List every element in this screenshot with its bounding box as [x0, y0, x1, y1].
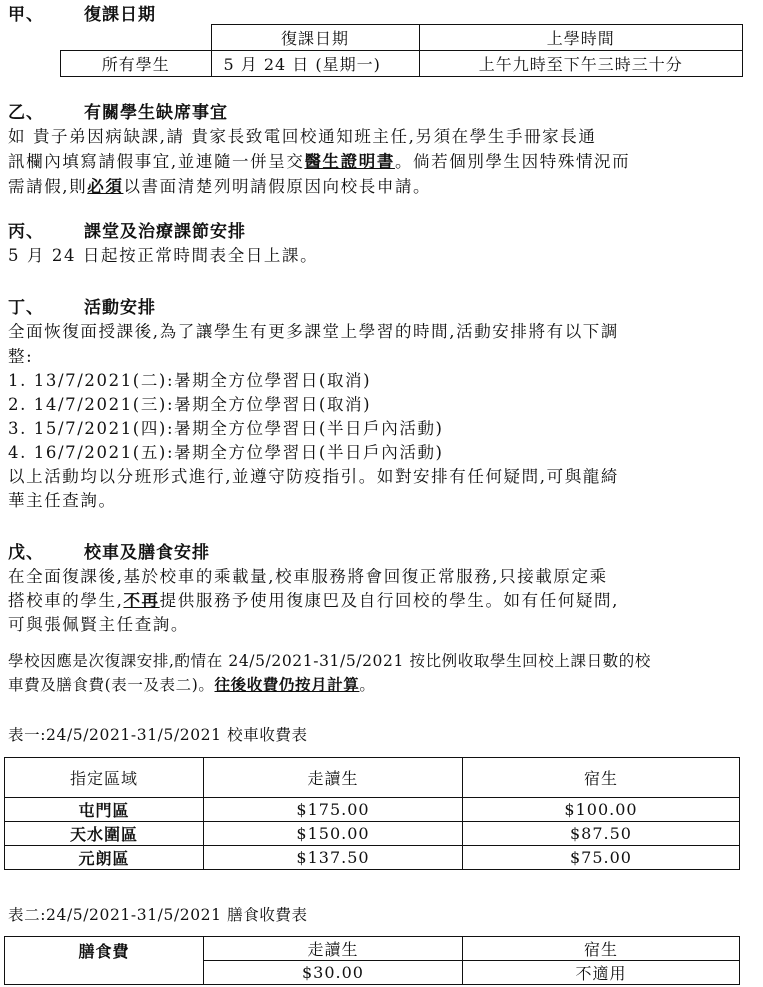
section-b-line-2a: 訊欄內填寫請假事宜,並連隨一併呈交 — [8, 152, 305, 171]
section-c-line-1: 5 月 24 日起按正常時間表全日上課。 — [8, 246, 319, 265]
table-2-caption: 表二:24/5/2021-31/5/2021 膳食收費表 — [8, 906, 308, 924]
table-2-header: 走讀生 — [204, 937, 463, 961]
table-1-caption: 表一:24/5/2021-31/5/2021 校車收費表 — [8, 726, 308, 744]
must-emphasis: 必須 — [87, 177, 124, 196]
table-1-district: 屯門區 — [5, 798, 204, 822]
section-b-line-3c: 以書面清楚列明請假原因向校長申請。 — [123, 177, 432, 196]
activity-item: 4. 16/7/2021(五):暑期全方位學習日(半日戶內活動) — [8, 443, 444, 462]
table-2-cell: 不適用 — [463, 961, 740, 985]
section-d-line-3: 以上活動均以分班形式進行,並遵守防疫指引。如對安排有任何疑問,可與龍綺 — [8, 467, 619, 486]
activity-item: 3. 15/7/2021(四):暑期全方位學習日(半日戶內活動) — [8, 419, 444, 438]
fee-paragraph-line-2 — [8, 673, 376, 695]
section-e-line-3: 可與張佩賢主任查詢。 — [8, 615, 189, 634]
table-2-cell: $30.00 — [204, 961, 463, 985]
table-2-header: 宿生 — [463, 937, 740, 961]
section-d-mark: 丁、 — [8, 298, 44, 318]
meal-fee-table — [4, 936, 740, 985]
section-a-heading — [8, 0, 156, 25]
table-1-cell: $75.00 — [463, 846, 740, 870]
table-1-cell: $150.00 — [204, 822, 463, 846]
fee-paragraph-line-2c: 。 — [359, 676, 376, 694]
table-1-header: 走讀生 — [204, 758, 463, 798]
fee-paragraph-line-1: 學校因應是次復課安排,酌情在 24/5/2021-31/5/2021 按比例收取學生回校上課日數的校 — [8, 652, 651, 670]
resumption-header-empty — [61, 25, 212, 51]
section-e-line-2c: 提供服務予使用復康巴及自行回校的學生。如有任何疑問, — [159, 591, 620, 610]
section-b-title: 有關學生缺席事宜 — [84, 103, 228, 123]
table-2-header: 膳食費 — [5, 937, 204, 985]
table-1-cell: $87.50 — [463, 822, 740, 846]
section-b-line-2 — [8, 148, 630, 172]
table-1-cell: $175.00 — [204, 798, 463, 822]
section-e-title: 校車及膳食安排 — [84, 543, 210, 563]
table-1-cell: $100.00 — [463, 798, 740, 822]
section-d-line-1: 全面恢復面授課後,為了讓學生有更多課堂上學習的時間,活動安排將有以下調 — [8, 322, 619, 341]
resumption-table — [60, 24, 743, 77]
resumption-row-date: 5 月 24 日 (星期一) — [211, 51, 419, 77]
resumption-row-label: 所有學生 — [61, 51, 212, 77]
section-d-title: 活動安排 — [84, 298, 156, 318]
medical-certificate-emphasis: 醫生證明書 — [304, 152, 395, 171]
section-a-mark: 甲、 — [8, 5, 44, 25]
fee-paragraph-line-2a: 車費及膳食費(表一及表二)。 — [8, 676, 215, 694]
section-d-line-4: 華主任查詢。 — [8, 491, 117, 510]
section-e-line-2a: 搭校車的學生, — [8, 591, 124, 610]
school-bus-fee-table — [4, 757, 740, 870]
activity-item: 1. 13/7/2021(二):暑期全方位學習日(取消) — [8, 371, 372, 390]
section-b-line-3 — [8, 173, 431, 197]
no-longer-emphasis: 不再 — [123, 591, 160, 610]
section-e-line-2 — [8, 587, 619, 611]
resumption-header-time: 上學時間 — [419, 25, 743, 51]
section-b-heading — [8, 98, 228, 123]
activity-item: 2. 14/7/2021(三):暑期全方位學習日(取消) — [8, 395, 372, 414]
section-d-line-2: 整: — [8, 347, 34, 366]
resumption-row-time: 上午九時至下午三時三十分 — [419, 51, 743, 77]
table-1-district: 天水圍區 — [5, 822, 204, 846]
section-a-title: 復課日期 — [84, 5, 156, 25]
section-b-line-2c: 。倘若個別學生因特殊情況而 — [394, 152, 631, 171]
section-c-mark: 丙、 — [8, 222, 44, 242]
section-b-line-1: 如 貴子弟因病缺課,請 貴家長致電回校通知班主任,另須在學生手冊家長通 — [8, 127, 597, 146]
section-c-title: 課堂及治療課節安排 — [84, 222, 246, 242]
table-1-header: 宿生 — [463, 758, 740, 798]
section-e-line-1: 在全面復課後,基於校車的乘載量,校車服務將會回復正常服務,只接載原定乘 — [8, 567, 608, 586]
table-1-district: 元朗區 — [5, 846, 204, 870]
section-b-line-3a: 需請假,則 — [8, 177, 88, 196]
table-1-cell: $137.50 — [204, 846, 463, 870]
section-e-mark: 戊、 — [8, 543, 44, 563]
section-c-heading — [8, 217, 246, 242]
resumption-header-date: 復課日期 — [211, 25, 419, 51]
table-1-header: 指定區域 — [5, 758, 204, 798]
section-e-heading — [8, 538, 210, 563]
section-b-mark: 乙、 — [8, 103, 44, 123]
monthly-billing-emphasis: 往後收費仍按月計算 — [214, 675, 360, 694]
section-d-heading — [8, 293, 156, 318]
